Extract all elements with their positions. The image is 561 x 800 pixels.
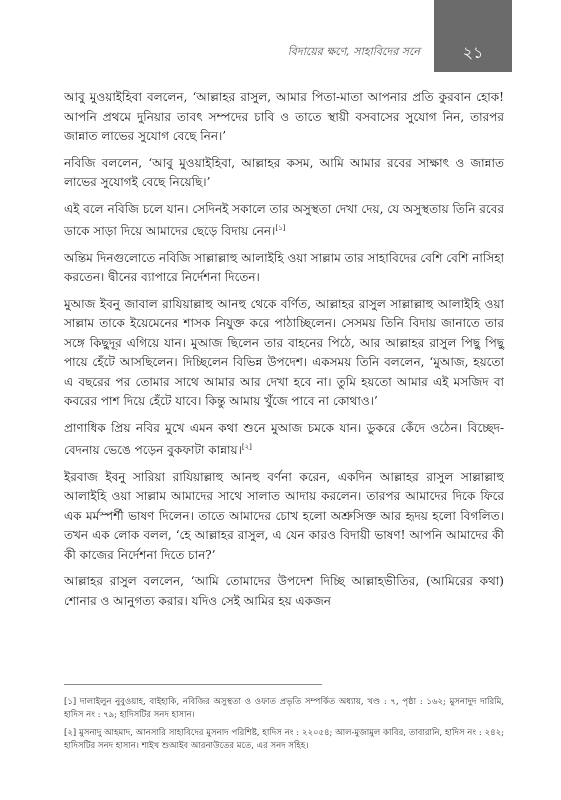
page-number-tab <box>434 0 512 72</box>
paragraph: অন্তিম দিনগুলোতে নবিজি সাল্লাল্লাহু আলাইহি ওয়া সাল্লাম তার সাহাবিদের বেশি বেশি নাসিহা করতেন। দ্বীনের ব্যাপারে নির্দেশনা দিতেন। <box>64 250 504 284</box>
footnote: [১] দালাইলুন নুবুওয়াহ, বাইহাকি, নবিজির অসুস্থতা ও ওফাত প্রভৃতি সম্পর্কিত অধ্যায়, খণ্ড : ৭, পৃষ্ঠা : ১৬২; মুসনাদুদ দারিমি, হাদিস নং : ৭৯; হাদিসটির সনদ হাসান। <box>64 697 504 720</box>
paragraph: ইরবাজ ইবনু সারিয়া রাযিয়াল্লাহু আনহু বর্ণনা করেন, একদিন আল্লাহর রাসুল সাল্লাল্লাহু আলাইহি ওয়া সাল্লাম আমাদের সাথে সালাত আদায় করলেন। তারপর আমাদের দিকে ফিরে এক মর্মস্পর্শী ভাষণ দিলেন। তাতে আমাদের চোখ হলো অশ্রুসিক্ত আর হৃদয় হলো বিগলিত। তখন এক লোক বলল, ‘হে আল্লাহর রাসুল, এ যেন কারও বিদায়ী ভাষণ! আপনি আমাদের কী কী কাজের নির্দেশনা দিতে চান?’ <box>64 469 504 562</box>
footnote-ref[interactable]: [২] <box>241 443 252 451</box>
page-number: ২১ <box>462 43 484 62</box>
paragraph: নবিজি বললেন, ‘আবু মুওয়াইহিবা, আল্লাহর কসম, আমি আমার রবের সাক্ষাৎ ও জান্নাত লাভের সুযোগই বেছে নিয়েছি।’ <box>64 155 504 189</box>
footnotes <box>64 696 504 758</box>
running-title: বিদায়ের ক্ষণে, সাহাবিদের সনে <box>287 45 420 58</box>
paragraph: এই বলে নবিজি চলে যান। সেদিনই সকালে তার অসুস্থতা দেখা দেয়, যে অসুস্থতায় তিনি রবের ডাকে সাড়া দিয়ে আমাদের ছেড়ে বিদায় নেন।[১] <box>64 201 505 238</box>
paragraph: আবু মুওয়াইহিবা বললেন, ‘আল্লাহর রাসুল, আমার পিতা-মাতা আপনার প্রতি কুরবান হোক! আপনি প্রথমে দুনিয়ার তাবৎ সম্পদের চাবি ও তাতে স্থায়ী বসবাসের সুযোগ নিন, তারপর জান্নাত লাভের সুযোগ বেছে নিন।’ <box>64 90 504 143</box>
paragraph: আল্লাহর রাসুল বললেন, ‘আমি তোমাদের উপদেশ দিচ্ছি আল্লাহভীতির, (আমিরের কথা) শোনার ও আনুগত্য করার। যদিও সেই আমির হয় একজন <box>64 574 504 608</box>
body-text <box>64 88 504 618</box>
footnote-divider <box>64 684 322 685</box>
footnote: [২] মুসনাদু আহমাদ, আনসারি সাহাবিদের মুসনাদ পরিশিষ্ট, হাদিস নং : ২২০৫৪; আল-মুজামুল কাবির, তাবারানি, হাদিস নং : ২৪২; হাদিসটির সনদ হাসান। শাইখ শুআইব আরনাউতের মতে, এর সনদ সহিহ। <box>64 728 504 751</box>
footnote-ref[interactable]: [১] <box>275 224 286 232</box>
paragraph: প্রাণাধিক প্রিয় নবির মুখে এমন কথা শুনে মুআজ চমকে যান। ডুকরে কেঁদে ওঠেন। বিচ্ছেদ-বেদনায় ভেঙে পড়েন বুকফাটা কান্নায়।[২] <box>64 420 504 457</box>
paragraph: মুআজ ইবনু জাবাল রাযিয়াল্লাহু আনহু থেকে বর্ণিত, আল্লাহর রাসুল সাল্লাল্লাহু আলাইহি ওয়া সাল্লাম তাকে ইয়েমেনের শাসক নিযুক্ত করে পাঠাচ্ছিলেন। সেসময় তিনি বিদায় জানাতে তার সঙ্গে কিছুদূর এগিয়ে যান। মুআজ ছিলেন তার বাহনের পিঠে, আর আল্লাহর রাসুল পিছু পিছু পায়ে হেঁটে আসছিলেন। দিচ্ছিলেন বিভিন্ন উপদেশ। একসময় তিনি বললেন, ‘মুআজ, হয়তো এ বছরের পর তোমার সাথে আমার আর দেখা হবে না। তুমি হয়তো আমার এই মসজিদ বা কবরের পাশ দিয়ে হেঁটে যাবে। কিন্তু আমায় খুঁজে পাবে না কোথাও।’ <box>64 296 504 408</box>
